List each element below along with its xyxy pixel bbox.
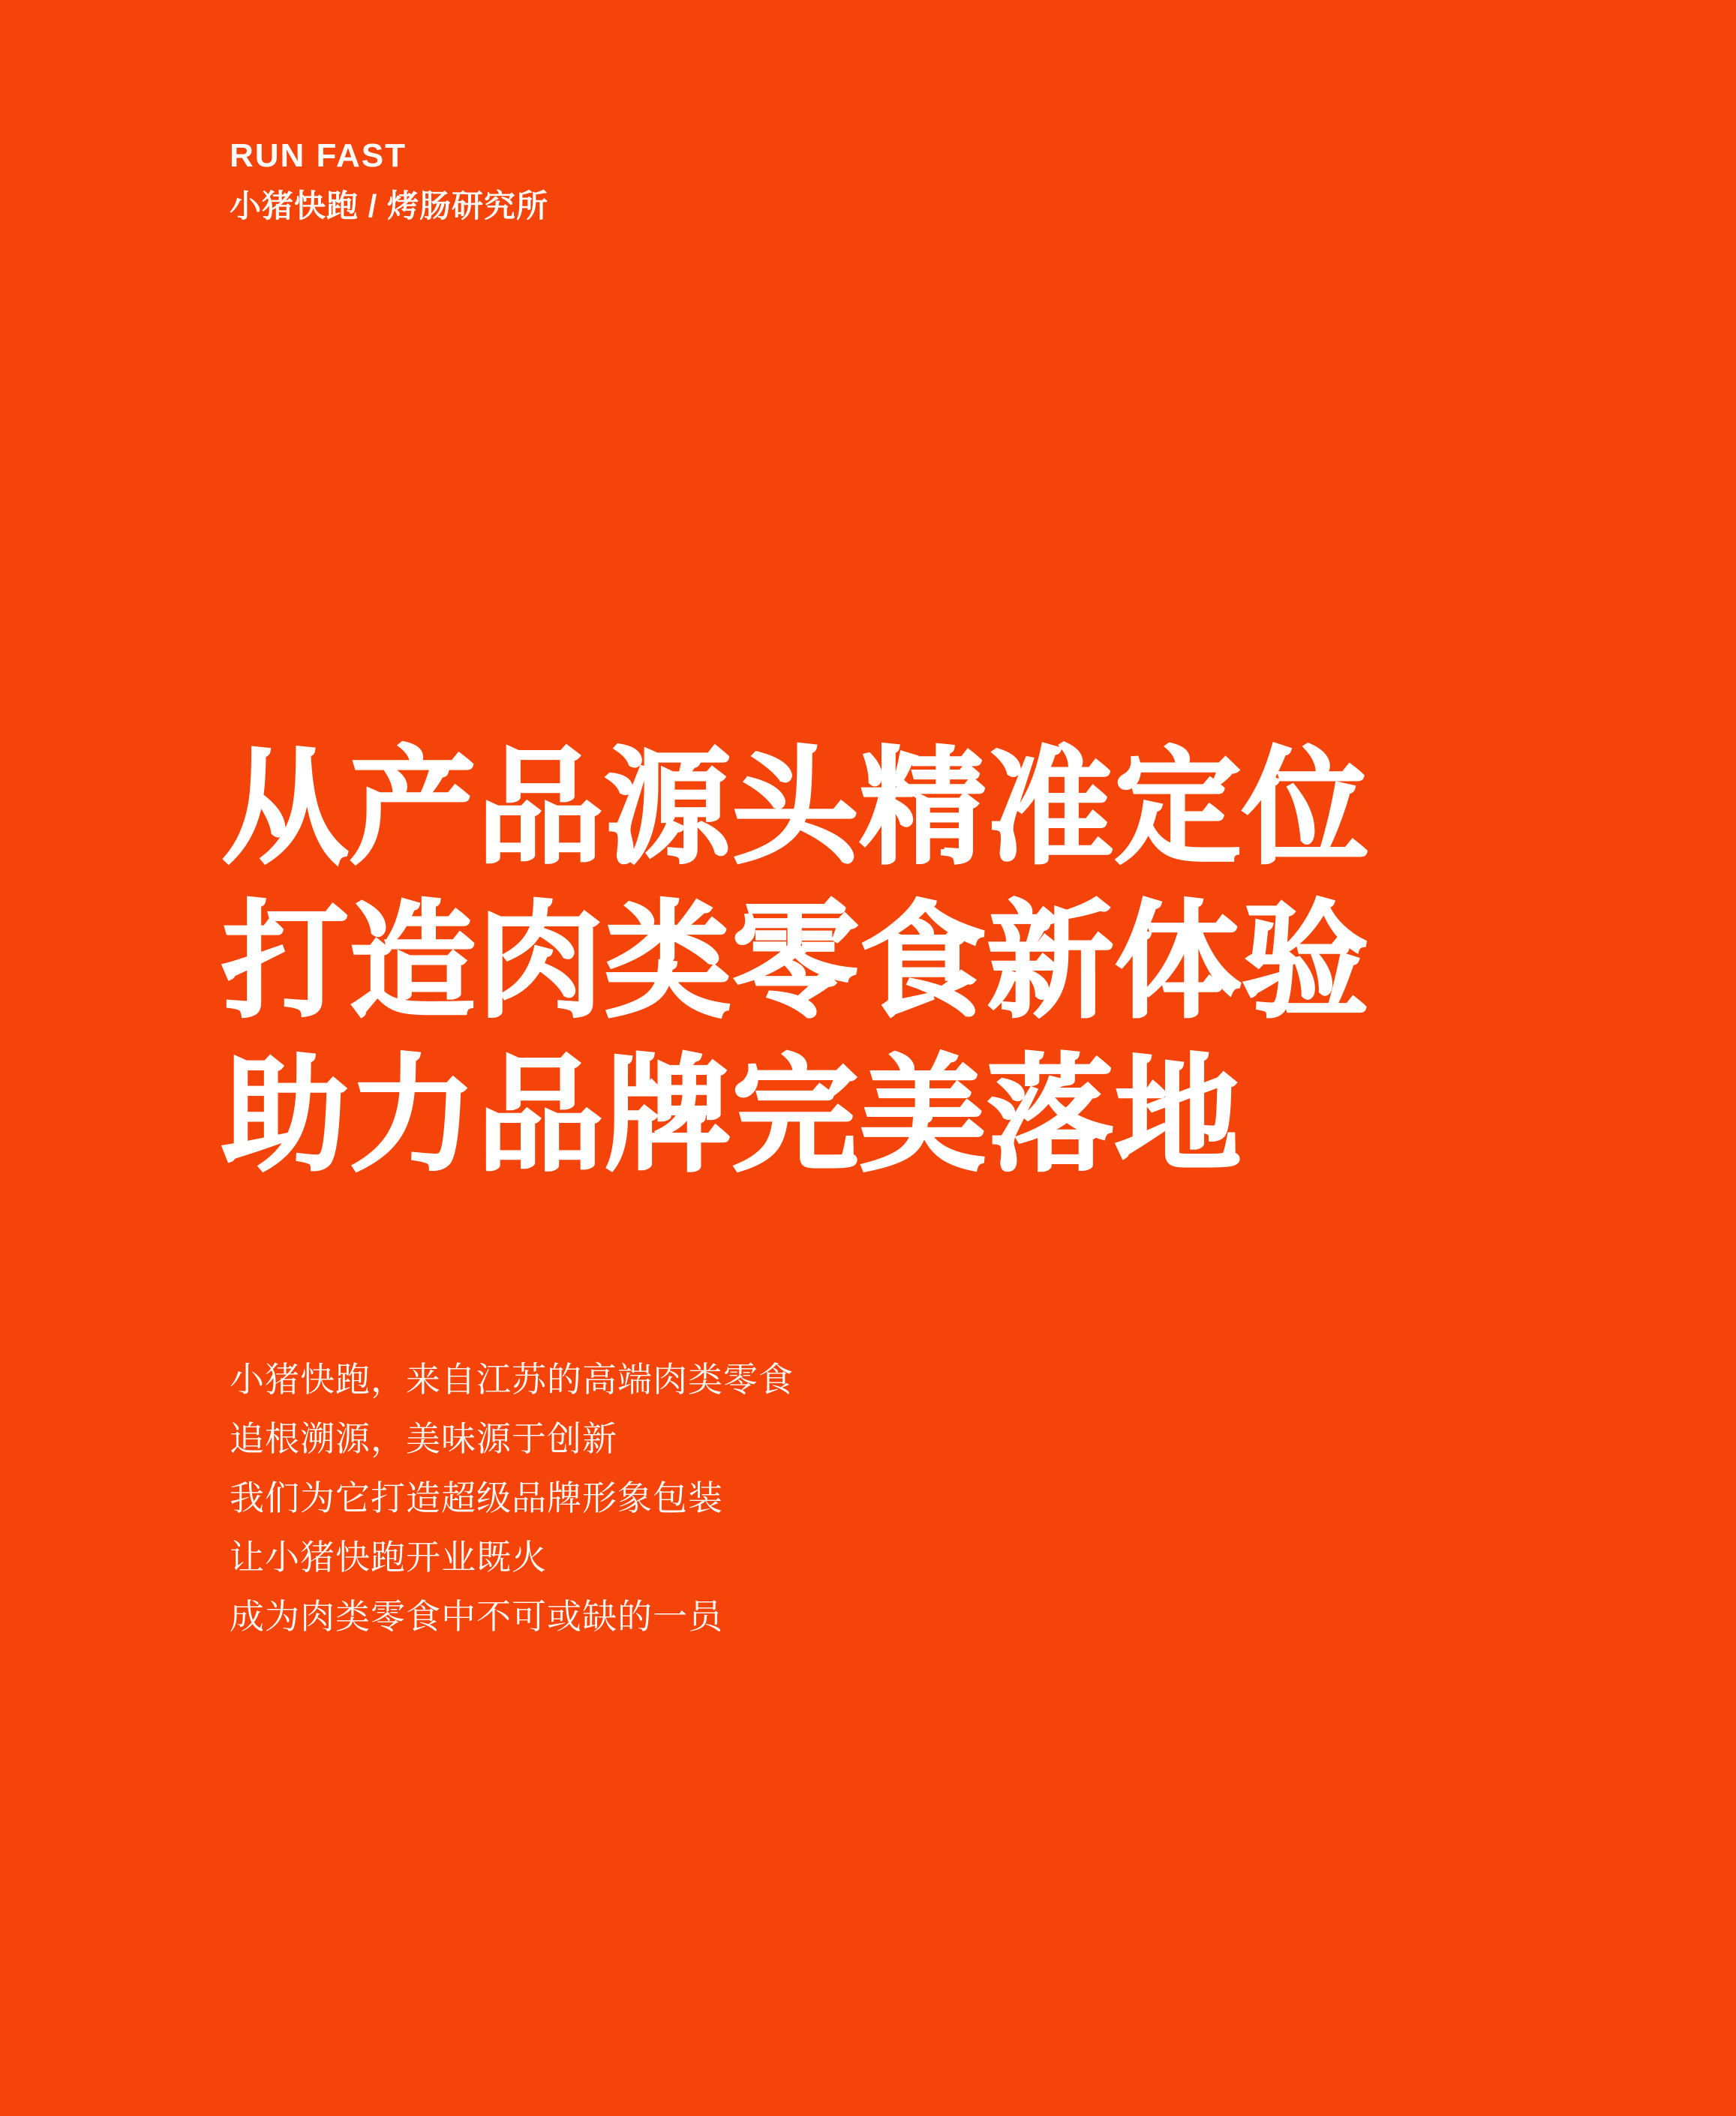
body-copy-line-3: 我们为它打造超级品牌形象包装 bbox=[230, 1478, 723, 1518]
brand-name-en: RUN FAST bbox=[230, 137, 407, 174]
headline-line-2: 打造肉类零食新体验 bbox=[222, 890, 1370, 1032]
headline-line-3: 助力品牌完美落地 bbox=[222, 1044, 1242, 1186]
headline-block bbox=[222, 731, 1542, 1193]
body-copy-line-2: 追根溯源，美味源于创新 bbox=[230, 1419, 617, 1459]
brand-block bbox=[230, 135, 548, 227]
brand-name-cn: 小猪快跑 / 烤肠研究所 bbox=[230, 188, 549, 224]
body-copy-line-4: 让小猪快跑开业既火 bbox=[230, 1538, 547, 1577]
headline-line-1: 从产品源头精准定位 bbox=[222, 737, 1370, 878]
body-copy-block bbox=[230, 1350, 1355, 1647]
body-copy-line-1: 小猪快跑，来自江苏的高端肉类零食 bbox=[230, 1360, 794, 1399]
body-copy-line-5: 成为肉类零食中不可或缺的一员 bbox=[230, 1597, 723, 1637]
